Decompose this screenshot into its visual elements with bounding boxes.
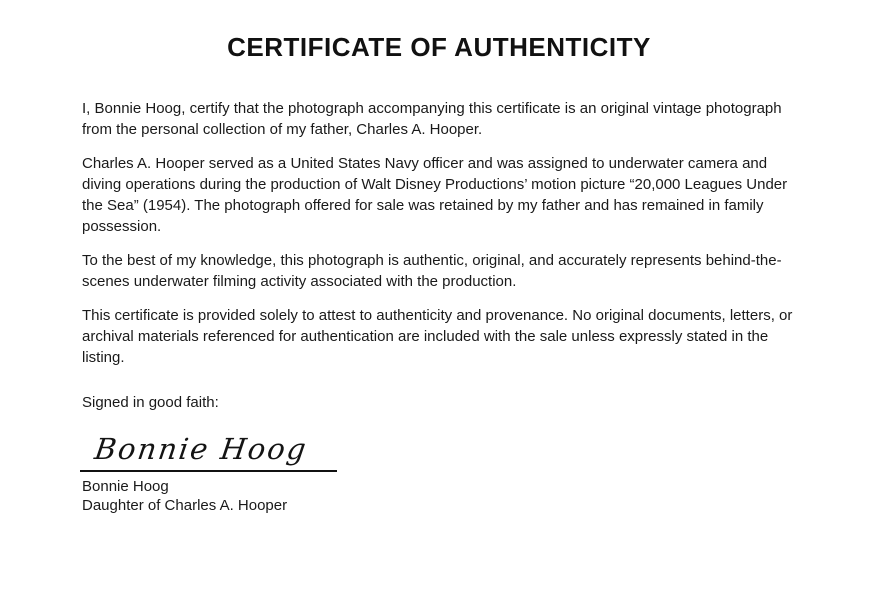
paragraph-attestation: To the best of my knowledge, this photograph is authentic, original, and accurately represents behind-the-scenes underwater filming activity associated with the production. xyxy=(82,252,782,290)
printed-name: Bonnie Hoog xyxy=(82,478,169,495)
paragraph-intro: I, Bonnie Hoog, certify that the photograph accompanying this certificate is an original vintage photograph from the personal collection of my father, Charles A. Hooper. xyxy=(82,100,782,138)
paragraph-provenance: Charles A. Hooper served as a United States Navy officer and was assigned to underwater camera and diving operations during the production of Walt Disney Productions’ motion picture “20,000 Leagues Under the Sea” (1954). The photograph offered for sale was retained by my father and has remained in family possession. xyxy=(82,155,788,235)
certificate-body xyxy=(82,98,794,426)
paragraph-disclaimer: This certificate is provided solely to attest to authenticity and provenance. No original documents, letters, or archival materials referenced for authentication are included with the sale unless expressly stated in the listing. xyxy=(82,307,793,366)
signature-line xyxy=(80,470,337,472)
certificate-title: CERTIFICATE OF AUTHENTICITY xyxy=(227,32,651,62)
signature-block xyxy=(80,432,420,515)
handwritten-signature: Bonnie Hoog xyxy=(92,432,310,466)
closing-line: Signed in good faith: xyxy=(82,394,219,411)
signer-relation: Daughter of Charles A. Hooper xyxy=(82,497,288,514)
